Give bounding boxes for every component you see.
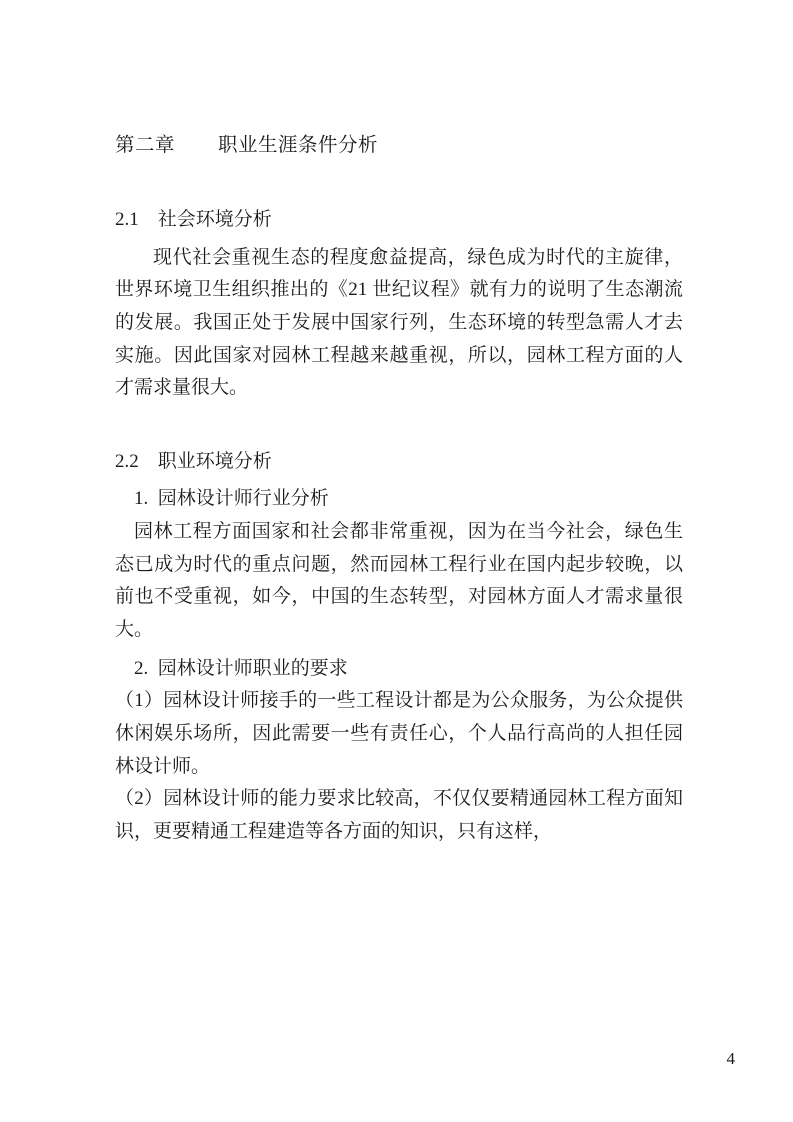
page-number: 4: [726, 1049, 735, 1068]
section-heading-2-2: 2.2 职业环境分析: [115, 450, 272, 472]
subsection-1-paragraph-1: 园林工程方面国家和社会都非常重视，因为在当今社会，绿色生态已成为时代的重点问题，然而园林工程行业在国内起步较晚，以前也不受重视，如今，中国的生态转型，对园林方面人才需求量很大。: [115, 521, 683, 641]
subsection-2-paragraph-2: （2）园林设计师的能力要求比较高，不仅仅要精通园林工程方面知识，更要精通工程建造等各方面的知识，只有这样，: [115, 788, 683, 843]
section-2-1-paragraph-1: 现代社会重视生态的程度愈益提高，绿色成为时代的主旋律，世界环境卫生组织推出的《21 世纪议程》就有力的说明了生态潮流的发展。我国正处于发展中国家行列，生态环境的转型急需人才去实施。因此国家对园林工程越来越重视，所以，园林工程方面的人才需求量很大。: [115, 246, 683, 399]
subsection-label-2: 2. 园林设计师职业的要求: [134, 657, 348, 679]
section-heading-2-1: 2.1 社会环境分析: [115, 209, 272, 231]
subsection-2-paragraph-1: （1）园林设计师接手的一些工程设计都是为公众服务，为公众提供休闲娱乐场所，因此需要一些有责任心，个人品行高尚的人担任园林设计师。: [115, 690, 683, 777]
chapter-heading: 第二章 职业生涯条件分析: [115, 135, 379, 156]
subsection-label-1: 1. 园林设计师行业分析: [134, 488, 329, 510]
